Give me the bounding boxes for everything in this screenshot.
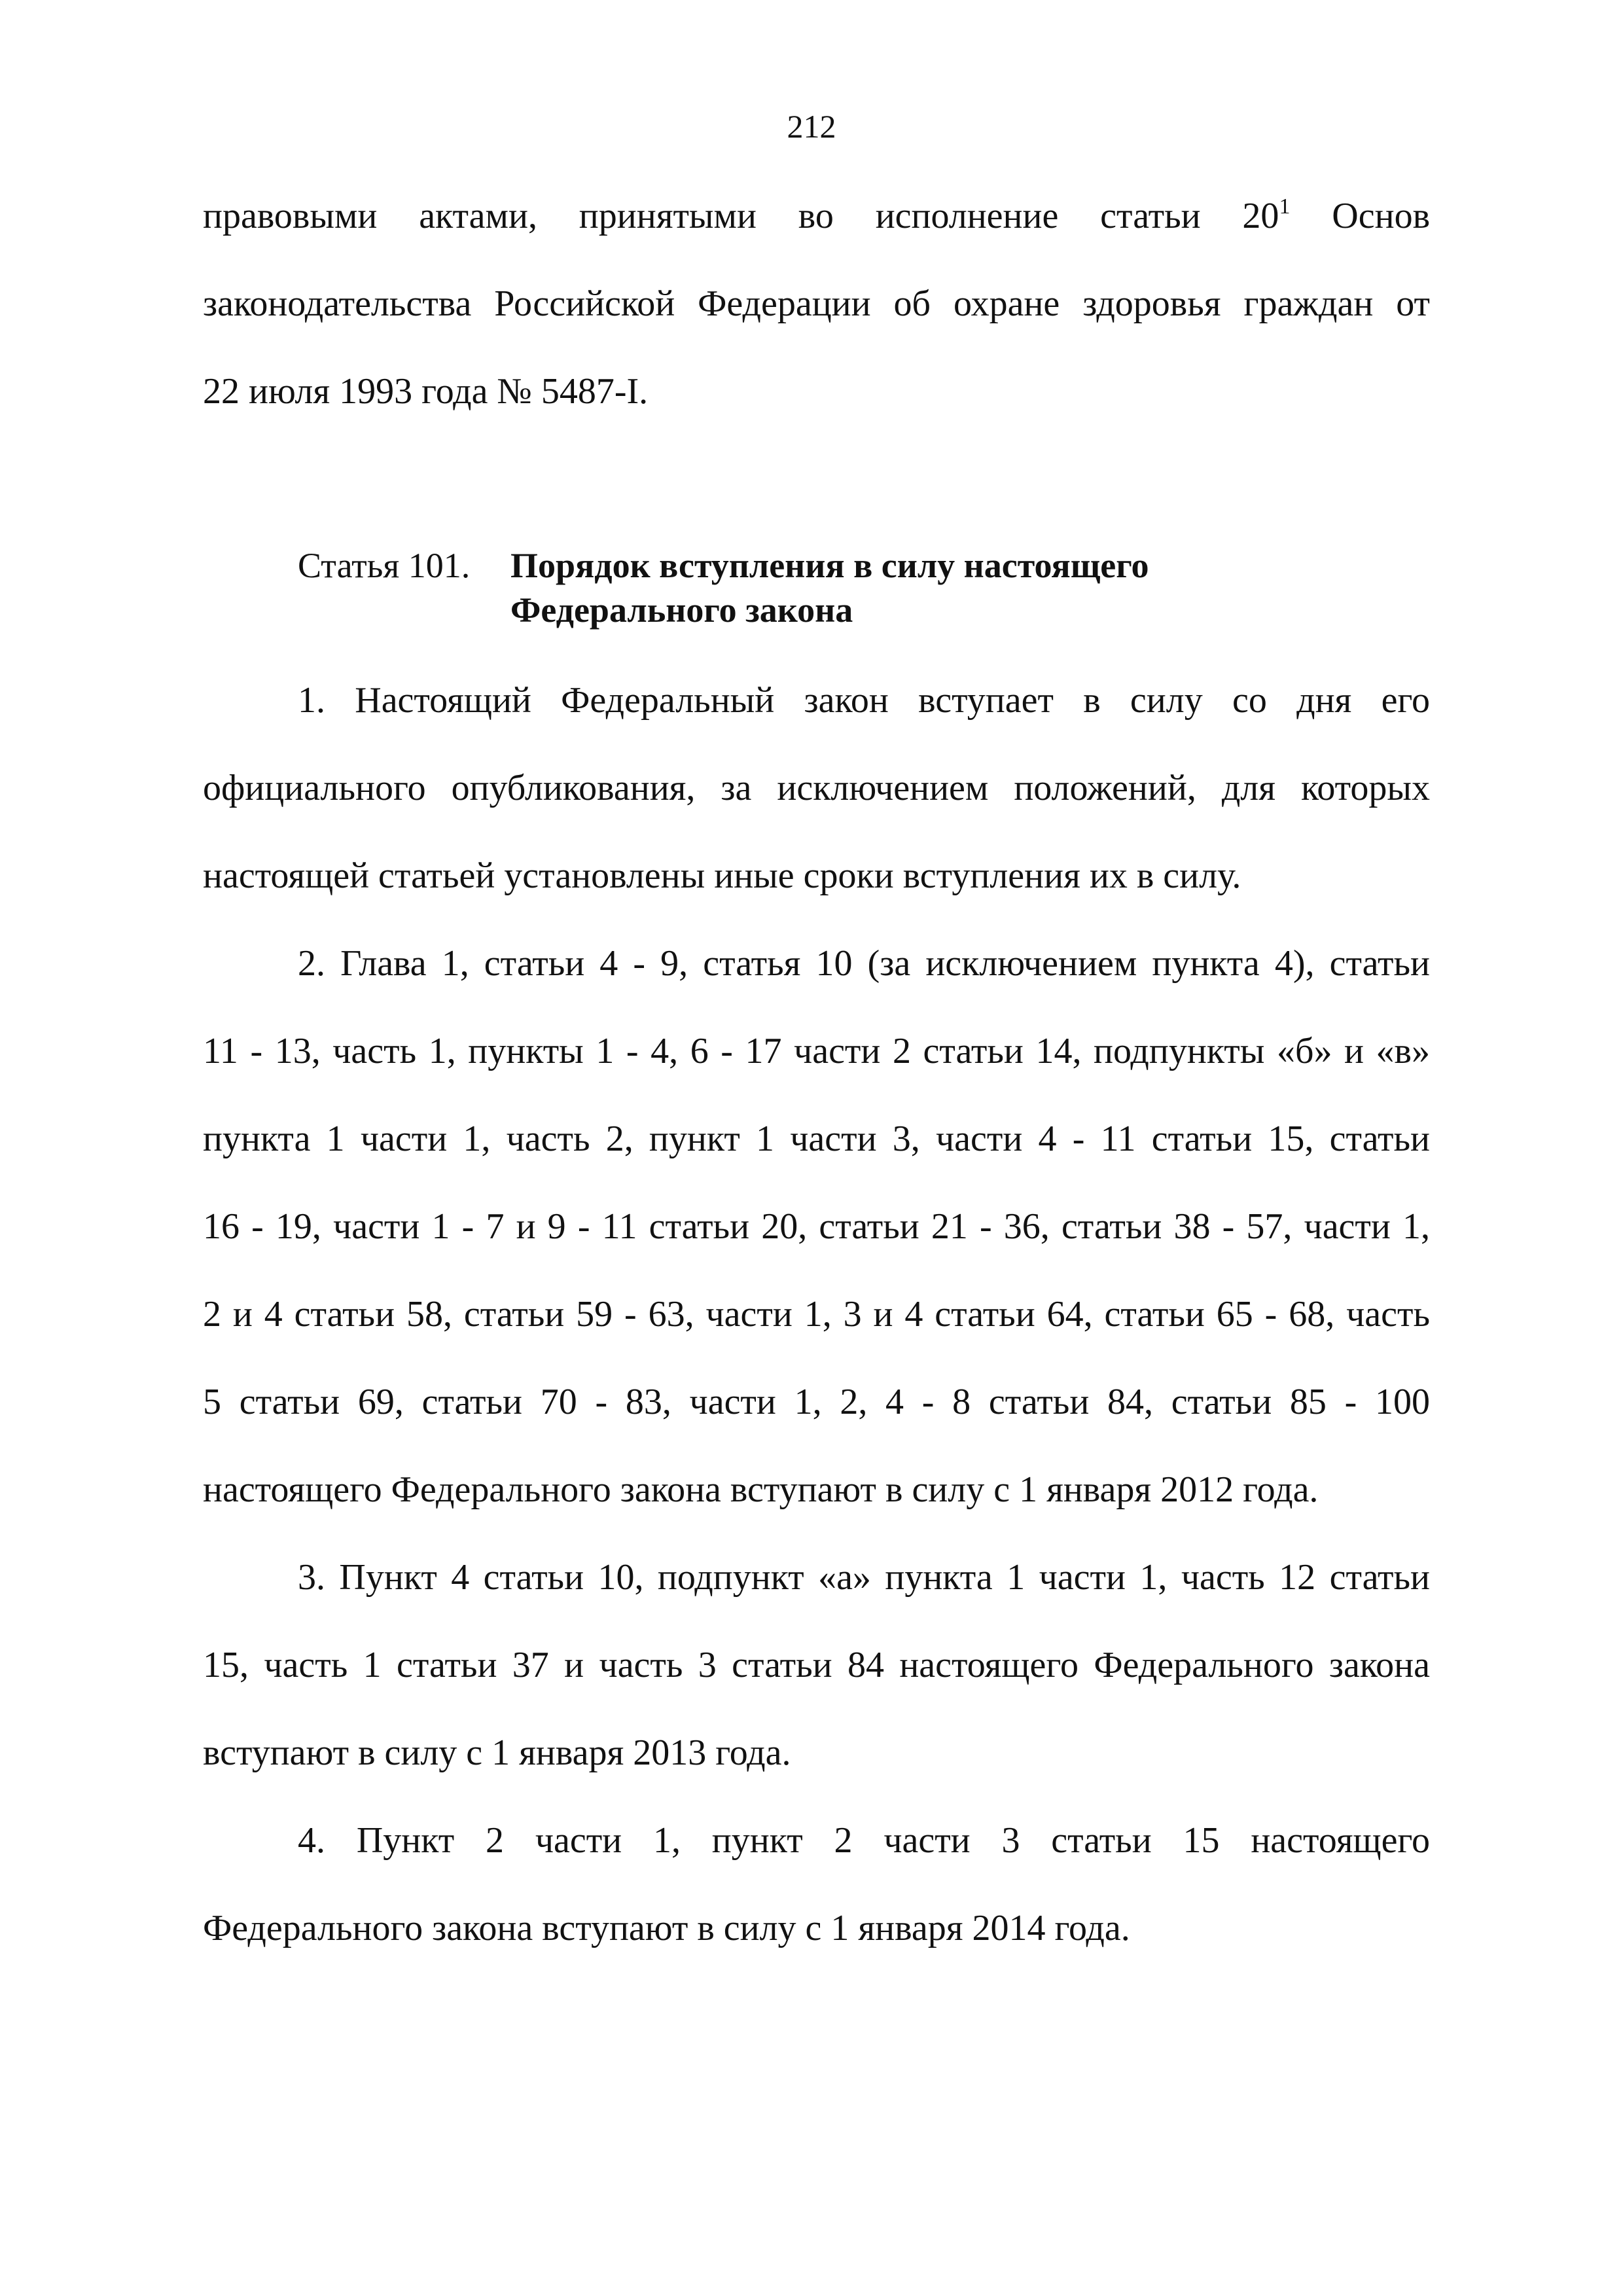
intro-superscript: 1 (1279, 194, 1291, 219)
paragraph-4-line-2: Федерального закона вступают в силу с 1 января 2014 года. (203, 1908, 1130, 1948)
article-title-line-1: Порядок вступления в силу настоящего (510, 546, 1149, 585)
paragraph-3-line-2: 15, часть 1 статьи 37 и часть 3 статьи 84 настоящего Федерального закона (203, 1645, 1430, 1685)
intro-line-1-tail: Основ (1332, 196, 1431, 236)
paragraph-2-line-1: 2. Глава 1, статьи 4 - 9, статья 10 (за исключением пункта 4), статьи (298, 943, 1430, 984)
paragraph-3-line-1: 3. Пункт 4 статьи 10, подпункт «а» пункта 1 части 1, часть 12 статьи (298, 1557, 1430, 1598)
paragraph-4-line-1: 4. Пункт 2 части 1, пункт 2 части 3 статьи 15 настоящего (298, 1820, 1430, 1861)
paragraph-2-line-3: пункта 1 части 1, часть 2, пункт 1 части 3, части 4 - 11 статьи 15, статьи (203, 1119, 1430, 1159)
article-title (510, 543, 1149, 632)
intro-line-3: 22 июля 1993 года № 5487-I. (203, 371, 649, 412)
paragraph-2-line-4: 16 - 19, части 1 - 7 и 9 - 11 статьи 20, статьи 21 - 36, статьи 38 - 57, части 1, (203, 1206, 1430, 1247)
paragraph-2-line-2: 11 - 13, часть 1, пункты 1 - 4, 6 - 17 части 2 статьи 14, подпункты «б» и «в» (203, 1031, 1430, 1071)
intro-line-1-text: правовыми актами, принятыми во исполнение статьи 20 (203, 196, 1279, 236)
intro-line-2: законодательства Российской Федерации об охране здоровья граждан от (203, 283, 1430, 324)
paragraph-1-line-1: 1. Настоящий Федеральный закон вступает в силу со дня его (298, 680, 1430, 721)
article-number: Статья 101. (298, 546, 471, 585)
paragraph-1-line-3: настоящей статьей установлены иные сроки вступления их в силу. (203, 855, 1241, 896)
paragraph-2-line-7: настоящего Федерального закона вступают в силу с 1 января 2012 года. (203, 1469, 1319, 1510)
article-title-line-2: Федерального закона (510, 590, 853, 630)
intro-line-1 (203, 190, 1430, 242)
paragraph-1-line-2: официального опубликования, за исключением положений, для которых (203, 768, 1430, 808)
paragraph-3-line-3: вступают в силу с 1 января 2013 года. (203, 1732, 791, 1773)
paragraph-2-line-5: 2 и 4 статьи 58, статьи 59 - 63, части 1, 3 и 4 статьи 64, статьи 65 - 68, часть (203, 1294, 1430, 1335)
page-number: 212 (787, 108, 836, 145)
paragraph-2-line-6: 5 статьи 69, статьи 70 - 83, части 1, 2, 4 - 8 статьи 84, статьи 85 - 100 (203, 1382, 1430, 1422)
